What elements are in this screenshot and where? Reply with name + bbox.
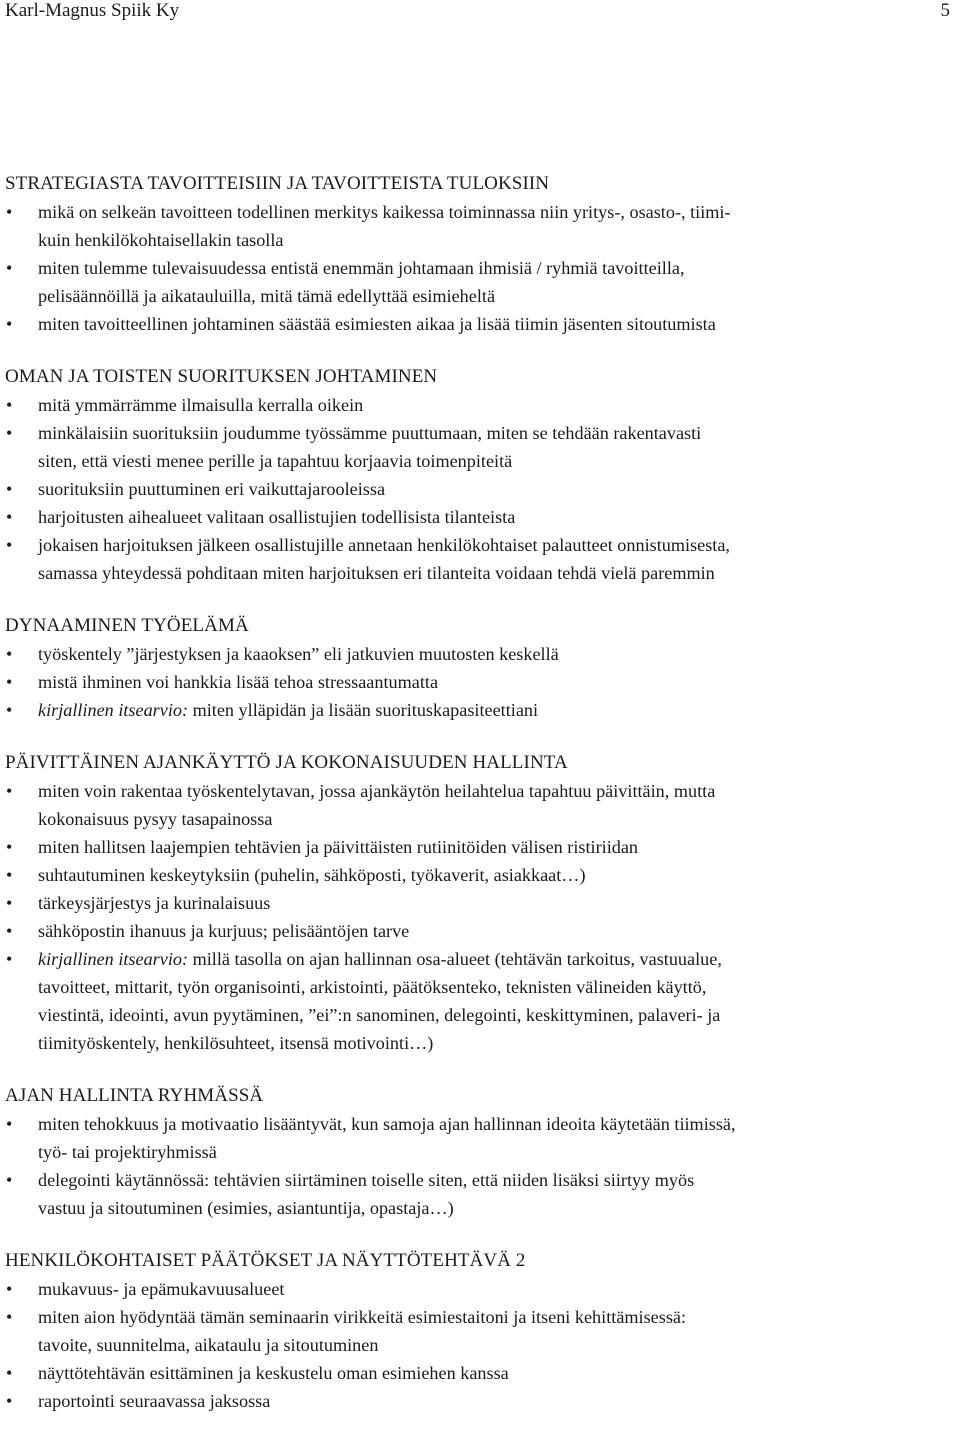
bullet-item	[5, 1303, 950, 1359]
section-title: OMAN JA TOISTEN SUORITUKSEN JOHTAMINEN	[5, 366, 438, 387]
bullet-text-line: suorituksiin puuttuminen eri vaikuttajarooleissa	[38, 479, 386, 499]
bullet-text-line: millä tasolla on ajan hallinnan osa-alueet (tehtävän tarkoitus, vastuualue,	[188, 949, 722, 969]
bullet-text-line: minkälaisiin suorituksiin joudumme työssämme puuttumaan, miten se tehdään rakentavasti	[38, 423, 702, 443]
section	[5, 1082, 950, 1222]
bullet-item	[5, 503, 950, 531]
bullet-list	[5, 391, 950, 587]
bullet-item	[5, 475, 950, 503]
bullet-text-line: mukavuus- ja epämukavuusalueet	[38, 1279, 285, 1299]
assignment-label: kirjallinen itsearvio:	[38, 700, 189, 720]
bullet-item	[5, 310, 950, 338]
bullet-text-line: raportointi seuraavassa jaksossa	[38, 1391, 271, 1411]
bullet-item	[5, 945, 950, 1057]
bullet-text-line: harjoitusten aihealueet valitaan osallistujien todellisista tilanteista	[38, 507, 516, 527]
bullet-text-line: työ- tai projektiryhmissä	[38, 1142, 217, 1162]
bullet-text-line: siten, että viesti menee perille ja tapahtuu korjaavia toimenpiteitä	[38, 451, 513, 471]
bullet-item	[5, 861, 950, 889]
bullet-item	[5, 833, 950, 861]
bullet-item	[5, 1110, 950, 1166]
section-title: STRATEGIASTA TAVOITTEISIIN JA TAVOITTEISTA TULOKSIIN	[5, 173, 550, 194]
bullet-text-line: tavoite, suunnitelma, aikataulu ja sitoutuminen	[38, 1335, 379, 1355]
bullet-text-line: samassa yhteydessä pohditaan miten harjoituksen eri tilanteita voidaan tehdä vielä paremmin	[38, 563, 715, 583]
section-title: AJAN HALLINTA RYHMÄSSÄ	[5, 1085, 264, 1106]
bullet-item	[5, 668, 950, 696]
bullet-item	[5, 917, 950, 945]
bullet-text-line: mikä on selkeän tavoitteen todellinen merkitys kaikessa toiminnassa niin yritys-, osasto-, tiimi-	[38, 202, 731, 222]
bullet-item	[5, 254, 950, 310]
bullet-item	[5, 198, 950, 254]
bullet-list	[5, 1275, 950, 1415]
bullet-text-line: mistä ihminen voi hankkia lisää tehoa stressaantumatta	[38, 672, 439, 692]
section-title: PÄIVITTÄINEN AJANKÄYTTÖ JA KOKONAISUUDEN HALLINTA	[5, 752, 568, 773]
bullet-list	[5, 777, 950, 1057]
bullet-text-line: tiimityöskentely, henkilösuhteet, itsensä motivointi…)	[38, 1033, 434, 1053]
bullet-item	[5, 1166, 950, 1222]
section-title: HENKILÖKOHTAISET PÄÄTÖKSET JA NÄYTTÖTEHTÄVÄ 2	[5, 1250, 526, 1271]
bullet-item	[5, 640, 950, 668]
page-number: 5	[940, 0, 950, 21]
bullet-list	[5, 640, 950, 724]
company-name: Karl-Magnus Spiik Ky	[5, 0, 180, 21]
bullet-text-line: miten ylläpidän ja lisään suorituskapasiteettiani	[188, 700, 539, 720]
bullet-item	[5, 889, 950, 917]
bullet-item	[5, 696, 950, 724]
bullet-item	[5, 1387, 950, 1415]
bullet-item	[5, 531, 950, 587]
section	[5, 612, 950, 724]
page-header	[5, 0, 950, 28]
bullet-item	[5, 391, 950, 419]
assignment-label: kirjallinen itsearvio:	[38, 949, 189, 969]
section-title: DYNAAMINEN TYÖELÄMÄ	[5, 615, 249, 636]
bullet-text-line: vastuu ja sitoutuminen (esimies, asiantuntija, opastaja…)	[38, 1198, 454, 1218]
bullet-item	[5, 1359, 950, 1387]
bullet-text-line: kokonaisuus pysyy tasapainossa	[38, 809, 273, 829]
bullet-text-line: tärkeysjärjestys ja kurinalaisuus	[38, 893, 271, 913]
bullet-list	[5, 198, 950, 338]
bullet-item	[5, 777, 950, 833]
bullet-text-line: sähköpostin ihanuus ja kurjuus; pelisääntöjen tarve	[38, 921, 410, 941]
section	[5, 363, 950, 587]
bullet-text-line: pelisäännöillä ja aikatauluilla, mitä tämä edellyttää esimieheltä	[38, 286, 496, 306]
bullet-text-line: tavoitteet, mittarit, työn organisointi, arkistointi, päätöksenteko, teknisten välineiden käyttö,	[38, 977, 707, 997]
bullet-text-line: delegointi käytännössä: tehtävien siirtäminen toiselle siten, että niiden lisäksi siirtyy myös	[38, 1170, 695, 1190]
section	[5, 749, 950, 1057]
bullet-text-line: viestintä, ideointi, avun pyytäminen, ”ei”:n sanominen, delegointi, keskittyminen, palaveri- ja	[38, 1005, 721, 1025]
bullet-text-line: suhtautuminen keskeytyksiin (puhelin, sähköposti, työkaverit, asiakkaat…)	[38, 865, 586, 885]
section	[5, 1247, 950, 1415]
bullet-text-line: kuin henkilökohtaisellakin tasolla	[38, 230, 284, 250]
document-body	[5, 170, 950, 1440]
bullet-text-line: jokaisen harjoituksen jälkeen osallistujille annetaan henkilökohtaiset palautteet onnistumisesta,	[38, 535, 730, 555]
bullet-list	[5, 1110, 950, 1222]
bullet-text-line: mitä ymmärrämme ilmaisulla kerralla oikein	[38, 395, 364, 415]
bullet-text-line: miten tehokkuus ja motivaatio lisääntyvät, kun samoja ajan hallinnan ideoita käytetään tiimissä,	[38, 1114, 736, 1134]
bullet-item	[5, 1275, 950, 1303]
bullet-text-line: työskentely ”järjestyksen ja kaaoksen” eli jatkuvien muutosten keskellä	[38, 644, 559, 664]
bullet-text-line: miten tavoitteellinen johtaminen säästää esimiesten aikaa ja lisää tiimin jäsenten sitoutumista	[38, 314, 716, 334]
bullet-text-line: miten aion hyödyntää tämän seminaarin virikkeitä esimiestaitoni ja itseni kehittämisessä:	[38, 1307, 687, 1327]
bullet-item	[5, 419, 950, 475]
bullet-text-line: miten hallitsen laajempien tehtävien ja päivittäisten rutiinitöiden välisen ristiriidan	[38, 837, 639, 857]
bullet-text-line: näyttötehtävän esittäminen ja keskustelu oman esimiehen kanssa	[38, 1363, 509, 1383]
bullet-text-line: miten tulemme tulevaisuudessa entistä enemmän johtamaan ihmisiä / ryhmiä tavoitteilla,	[38, 258, 685, 278]
section	[5, 170, 950, 338]
bullet-text-line: miten voin rakentaa työskentelytavan, jossa ajankäytön heilahtelua tapahtuu päivittäin, mutta	[38, 781, 716, 801]
